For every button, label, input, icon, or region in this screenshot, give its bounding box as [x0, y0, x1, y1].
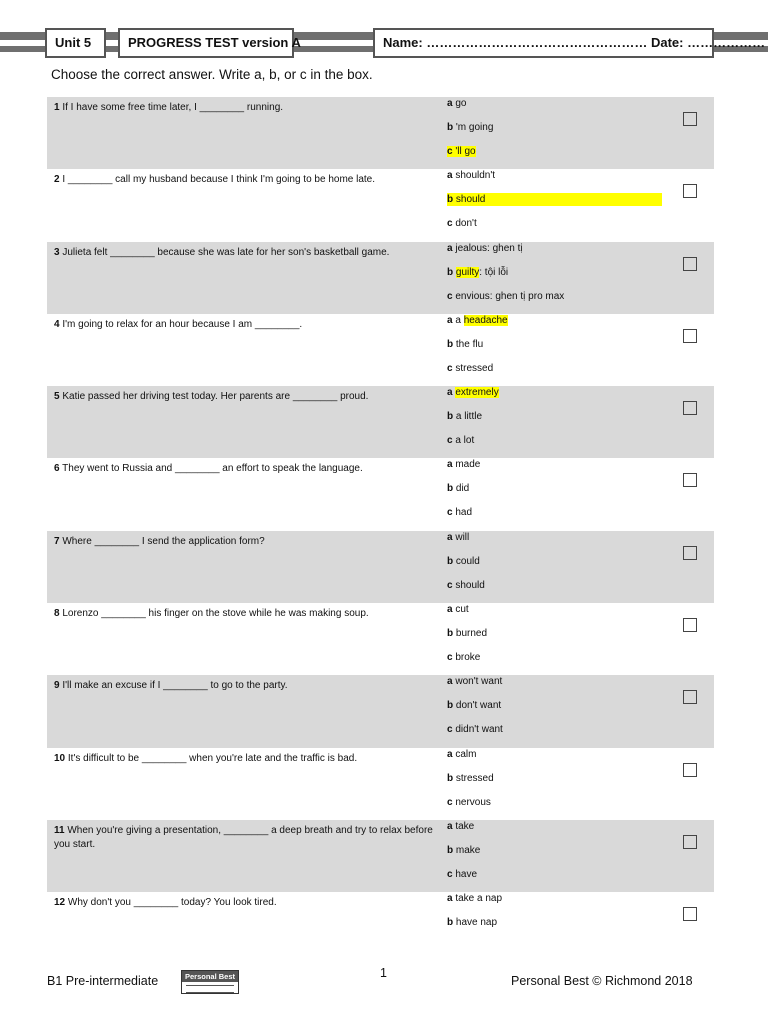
option-a: a a headache — [447, 314, 508, 326]
question-number: 6 — [54, 463, 60, 475]
question-prompt: Lorenzo ________ his finger on the stove while he was making soup. — [62, 608, 369, 620]
question-prompt: I'm going to relax for an hour because I am ________. — [62, 318, 303, 330]
question-prompt: They went to Russia and ________ an effort to speak the language. — [62, 463, 363, 475]
question-row-3 — [47, 242, 714, 314]
question-number: 12 — [54, 897, 66, 909]
option-c: c envious: ghen tị pro max — [447, 290, 565, 302]
answer-box[interactable] — [683, 473, 697, 487]
footer-level: B1 Pre-intermediate — [47, 974, 159, 988]
question-prompt: I ________ call my husband because I think I'm going to be home late. — [62, 174, 376, 186]
question-number: 9 — [54, 680, 60, 692]
option-a: a go — [447, 98, 467, 109]
option-a: a take — [447, 820, 475, 832]
option-c: c didn't want — [447, 724, 503, 736]
page-number: 1 — [380, 966, 387, 980]
option-b: b stressed — [447, 772, 494, 784]
answer-box[interactable] — [683, 329, 697, 343]
question-text — [54, 101, 434, 115]
question-text — [54, 246, 434, 260]
option-c: c a lot — [447, 435, 475, 447]
question-prompt: I'll make an excuse if I ________ to go to the party. — [62, 680, 288, 692]
question-row-8 — [47, 603, 714, 675]
answer-box[interactable] — [683, 618, 697, 632]
option-b: b make — [447, 844, 481, 856]
name-date-field: Name: …………………………………………… Date: ……………… — [373, 28, 714, 58]
question-prompt: When you're giving a presentation, ________ a deep breath and try to relax before you start. — [54, 824, 433, 850]
option-b: b guilty: tội lỗi — [447, 266, 509, 278]
question-text — [54, 318, 434, 332]
option-a: a cut — [447, 604, 469, 616]
question-text — [54, 462, 434, 476]
question-row-11 — [47, 820, 714, 892]
option-a: a jealous: ghen tị — [447, 242, 523, 254]
question-text — [54, 752, 434, 766]
option-c: c nervous — [447, 796, 491, 808]
option-b: b could — [447, 555, 480, 567]
question-row-2 — [47, 169, 714, 241]
option-b: b the flu — [447, 338, 484, 350]
unit-label: Unit 5 — [45, 28, 106, 58]
question-prompt: It's difficult to be ________ when you're late and the traffic is bad. — [67, 752, 358, 764]
question-number: 5 — [54, 391, 60, 403]
question-text — [54, 679, 434, 693]
question-text — [54, 896, 434, 910]
question-row-1 — [47, 97, 714, 169]
question-row-5 — [47, 386, 714, 458]
option-c: c 'll go — [447, 146, 476, 157]
question-prompt: Where ________ I send the application form? — [62, 535, 265, 547]
question-row-4 — [47, 314, 714, 386]
question-text — [54, 390, 434, 404]
option-c: c broke — [447, 652, 481, 664]
answer-box[interactable] — [683, 112, 697, 126]
option-b: b should — [447, 193, 662, 206]
option-a: a extremely — [447, 387, 499, 399]
answer-box[interactable] — [683, 907, 697, 921]
answer-box[interactable] — [683, 835, 697, 849]
question-text — [54, 607, 434, 621]
question-number: 1 — [54, 102, 60, 113]
option-b: b 'm going — [447, 122, 494, 133]
option-c: c had — [447, 507, 473, 519]
option-b: b don't want — [447, 700, 502, 712]
question-text — [54, 535, 434, 549]
option-a: a made — [447, 459, 481, 471]
question-number: 10 — [54, 752, 66, 764]
question-number: 4 — [54, 318, 60, 330]
question-prompt: If I have some free time later, I ________ running. — [62, 102, 284, 113]
option-c: c don't — [447, 218, 477, 230]
question-text — [54, 824, 434, 852]
question-number: 2 — [54, 174, 60, 186]
footer-copyright: Personal Best © Richmond 2018 — [511, 974, 693, 988]
option-a: a will — [447, 531, 470, 543]
answer-box[interactable] — [683, 763, 697, 777]
answer-box[interactable] — [683, 546, 697, 560]
logo-lines — [186, 985, 234, 993]
question-text — [54, 173, 434, 187]
question-row-7 — [47, 531, 714, 603]
answer-box[interactable] — [683, 184, 697, 198]
question-table — [47, 97, 714, 965]
answer-box[interactable] — [683, 257, 697, 271]
question-number: 7 — [54, 535, 60, 547]
question-prompt: Katie passed her driving test today. Her parents are ________ proud. — [62, 391, 369, 403]
logo-text: Personal Best — [182, 971, 238, 982]
test-title: PROGRESS TEST version A — [118, 28, 294, 58]
answer-box[interactable] — [683, 401, 697, 415]
instructions: Choose the correct answer. Write a, b, or c in the box. — [51, 67, 373, 82]
question-prompt: Julieta felt ________ because she was late for her son's basketball game. — [62, 246, 390, 258]
option-a: a shouldn't — [447, 170, 496, 182]
option-c: c have — [447, 868, 478, 880]
option-b: b a little — [447, 411, 483, 423]
option-c: c should — [447, 579, 485, 591]
option-b: b have nap — [447, 917, 498, 929]
answer-box[interactable] — [683, 690, 697, 704]
option-b: b did — [447, 483, 470, 495]
question-row-6 — [47, 458, 714, 530]
option-c: c stressed — [447, 362, 494, 374]
question-row-12 — [47, 892, 714, 964]
personal-best-logo — [181, 970, 239, 994]
option-a: a calm — [447, 748, 477, 760]
question-number: 11 — [54, 824, 65, 836]
question-prompt: Why don't you ________ today? You look tired. — [67, 897, 277, 909]
option-b: b burned — [447, 628, 488, 640]
question-row-10 — [47, 748, 714, 820]
option-a: a take a nap — [447, 893, 503, 905]
question-number: 3 — [54, 246, 60, 258]
question-row-9 — [47, 675, 714, 747]
question-number: 8 — [54, 608, 60, 620]
option-a: a won't want — [447, 676, 503, 688]
